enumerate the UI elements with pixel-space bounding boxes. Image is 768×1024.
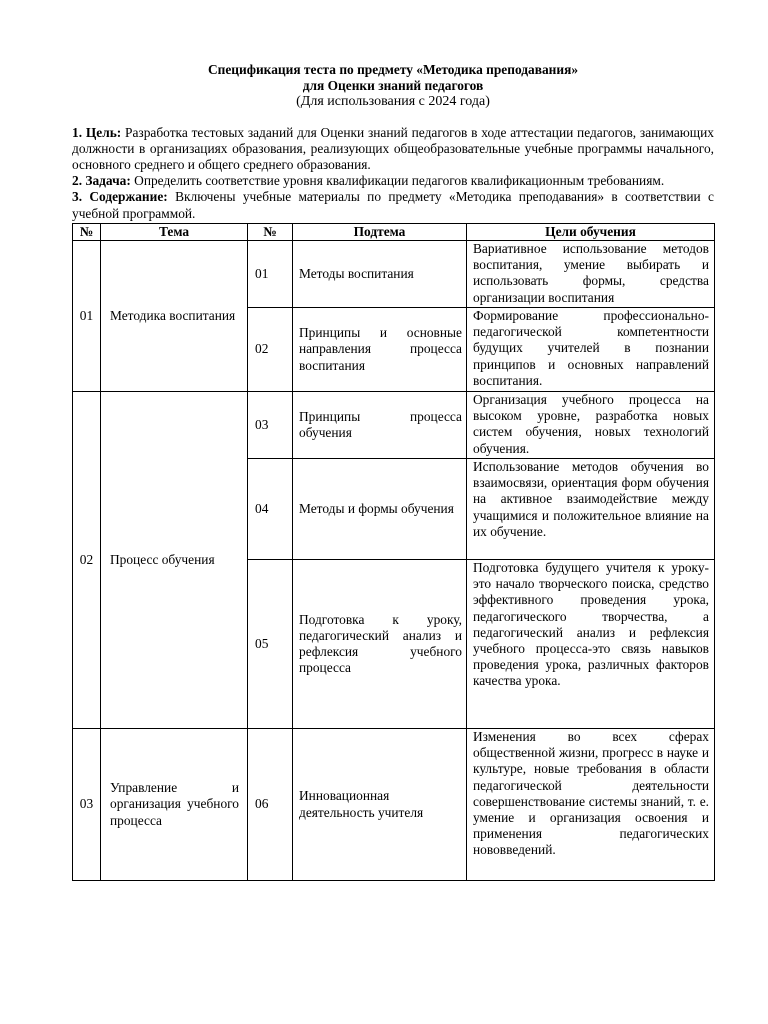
document-title: [72, 62, 714, 111]
topics-table: [72, 223, 715, 881]
subtopic-name: Принципы процесса обучения: [293, 392, 467, 459]
goal-paragraph: [72, 125, 714, 174]
learning-goal: Подготовка будущего учителя к уроку-это начало творческого поиска, средство эффективного проведения урока, педагогического творчества, а педагогический анализ и рефлексия учебного процесса-это связь навыков проведения урока, различных факторов качества урока.: [467, 560, 715, 729]
content-label: 3. Содержание:: [72, 189, 168, 205]
topic-number: 01: [73, 241, 101, 392]
subtopic-number: 05: [248, 560, 293, 729]
title-line-3: (Для использования с 2024 года): [296, 94, 490, 110]
subtopic-name: Подготовка к уроку, педагогический анализ и рефлексия учебного процесса: [293, 560, 467, 729]
specification-sections: [72, 125, 714, 222]
header-subtopic-number: №: [248, 223, 293, 240]
topic-name: Методика воспитания: [101, 241, 248, 392]
task-text: Определить соответствие уровня квалификации педагогов квалификационным требованиям.: [130, 173, 665, 189]
title-line-1: Спецификация теста по предмету «Методика преподавания»: [207, 62, 579, 77]
goal-label: 1. Цель:: [72, 124, 122, 140]
subtopic-number: 06: [248, 729, 293, 881]
learning-goal: Изменения во всех сферах общественной жизни, прогресс в науке и культуре, новые требования в области педагогической деятельности совершенствование системы знаний, т. е. умение и организация освоения и применения педагогических нововведений.: [467, 729, 715, 881]
header-learning-goals: Цели обучения: [467, 223, 715, 240]
learning-goal: Вариативное использование методов воспитания, умение выбирать и использовать формы, средства организации воспитания: [467, 241, 715, 308]
subtopic-number: 04: [248, 459, 293, 560]
subtopic-name: Принципы и основные направления процесса воспитания: [293, 308, 467, 392]
header-subtopic: Подтема: [293, 223, 467, 240]
content-paragraph: [72, 189, 714, 221]
goal-text: Разработка тестовых заданий для Оценки знаний педагогов в ходе аттестации педагогов, занимающих должности в организациях образования, реализующих общеобразовательные учебные программы начального, основного среднего и общего среднего образования.: [72, 124, 714, 173]
subtopic-number: 03: [248, 392, 293, 459]
subtopic-name: Инновационная деятельность учителя: [293, 729, 467, 881]
header-topic: Тема: [101, 223, 248, 240]
learning-goal: Формирование профессионально-педагогической компетентности будущих учителей в познании принципов и основных направлений воспитания.: [467, 308, 715, 392]
document-page: [72, 62, 714, 881]
content-text: Включены учебные материалы по предмету «Методика преподавания» в соответствии с учебной программой.: [72, 189, 714, 221]
topic-number: 03: [73, 729, 101, 881]
learning-goal: Использование методов обучения во взаимосвязи, ориентация форм обучения на активное взаимодействие между учащимися и положительное влияние на их обучение.: [467, 459, 715, 560]
topic-name: Процесс обучения: [101, 392, 248, 729]
table-header-row: [73, 223, 715, 240]
topic-name: Управление и организация учебного процесса: [101, 729, 248, 881]
subtopic-number: 01: [248, 241, 293, 308]
subtopic-number: 02: [248, 308, 293, 392]
subtopic-name: Методы и формы обучения: [293, 459, 467, 560]
header-topic-number: №: [73, 223, 101, 240]
table-row: [73, 241, 715, 308]
table-row: [73, 392, 715, 459]
subtopic-name: Методы воспитания: [293, 241, 467, 308]
learning-goal: Организация учебного процесса на высоком уровне, разработка новых систем обучения, новых технологий обучения.: [467, 392, 715, 459]
title-line-2: для Оценки знаний педагогов: [302, 78, 484, 94]
task-paragraph: [72, 173, 714, 189]
task-label: 2. Задача:: [72, 173, 131, 189]
table-row: [73, 729, 715, 881]
topic-number: 02: [73, 392, 101, 729]
